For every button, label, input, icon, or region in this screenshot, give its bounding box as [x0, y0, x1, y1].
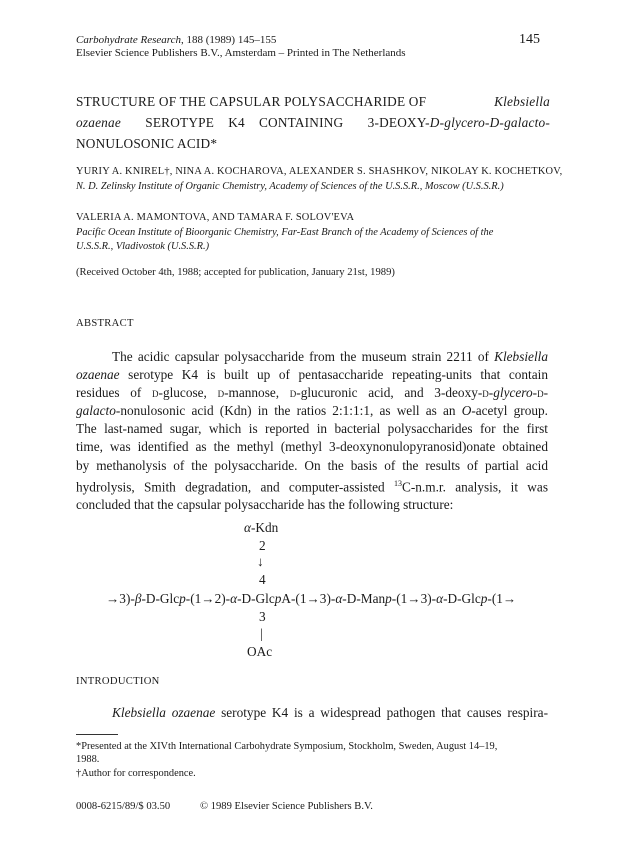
introduction-line: Klebsiella ozaenae serotype K4 is a widespread pathogen that causes respira- — [112, 705, 548, 720]
title-line-3: NONULOSONIC ACID* — [76, 136, 218, 151]
copyright-notice: © 1989 Elsevier Science Publishers B.V. — [200, 801, 373, 812]
main-chain: →3)-β-D-Glcp-(1→2)-α-D-GlcpA-(1→3)-α-D-Manp-(1→3)-α-D-Glcp-(1→ — [106, 591, 517, 606]
authors-group-1: YURIY A. KNIREL†, NINA A. KOCHAROVA, ALEXANDER S. SHASHKOV, NIKOLAY K. KOCHETKOV, — [76, 166, 563, 177]
introduction-text — [76, 704, 548, 722]
linkage-bar: | — [260, 626, 263, 641]
footnote-rule — [76, 734, 118, 735]
title-line-1: STRUCTURE OF THE CAPSULAR POLYSACCHARIDE OF Klebsiella — [76, 94, 550, 109]
linkage-number-3: 3 — [259, 609, 266, 624]
affiliation-1: N. D. Zelinsky Institute of Organic Chemistry, Academy of Sciences of the U.S.S.R., Moscow (U.S.S.R.) — [76, 181, 504, 192]
received-dates: (Received October 4th, 1988; accepted for publication, January 21st, 1989) — [76, 267, 395, 278]
abstract-line: residues of d-glucose, d-mannose, d-glucuronic acid, and 3-deoxy-d-glycero-d- — [76, 385, 548, 401]
page-number: 145 — [519, 32, 540, 47]
article-title — [76, 91, 550, 154]
linkage-arrow-down: ↓ — [257, 554, 264, 569]
linkage-number-2: 2 — [259, 538, 266, 553]
abstract-line: by methanolysis of the polysaccharide. On the basis of the results of partial acid — [76, 457, 548, 473]
affiliation-2-line-1: Pacific Ocean Institute of Bioorganic Chemistry, Far-East Branch of the Academy of Sciences of the — [76, 227, 494, 238]
abstract-line: concluded that the capsular polysaccharide has the following structure: — [76, 497, 454, 513]
publisher-line: Elsevier Science Publishers B.V., Amsterdam – Printed in The Netherlands — [76, 47, 406, 59]
footnote-1-line-2: 1988. — [76, 754, 100, 765]
journal-citation — [76, 34, 276, 47]
abstract-text — [76, 348, 548, 514]
issn-code: 0008-6215/89/$ 03.50 — [76, 801, 171, 812]
footnote-1-line-1: *Presented at the XIVth International Carbohydrate Symposium, Stockholm, Sweden, August 14–19, — [76, 741, 498, 752]
introduction-heading: INTRODUCTION — [76, 676, 160, 687]
title-line-2: ozaenae SEROTYPE K4 CONTAINING 3-DEOXY-D-glycero-D-galacto- — [76, 115, 550, 130]
abstract-line: The last-named sugar, which is reported in bacterial polysaccharides for the first — [76, 421, 548, 437]
footnote-2: †Author for correspondence. — [76, 768, 196, 779]
abstract-line: galacto-nonulosonic acid (Kdn) in the ratios 2:1:1:1, as well as an O-acetyl group. — [76, 403, 548, 419]
abstract-line: ozaenae serotype K4 is built up of pentasaccharide repeating-units that contain — [76, 367, 548, 383]
branch-oac: OAc — [247, 644, 273, 659]
abstract-line: The acidic capsular polysaccharide from the museum strain 2211 of Klebsiella — [112, 349, 548, 364]
authors-group-2: VALERIA A. MAMONTOVA, AND TAMARA F. SOLOV'EVA — [76, 212, 355, 223]
affiliation-2-line-2: U.S.S.R., Vladivostok (U.S.S.R.) — [76, 241, 210, 252]
journal-name: Carbohydrate Research — [76, 34, 181, 46]
abstract-line: time, was identified as the methyl (methyl 3-deoxynonulopyranosid)onate obtained — [76, 439, 548, 455]
volume-pages: , 188 (1989) 145–155 — [181, 34, 277, 46]
linkage-number-4: 4 — [259, 572, 266, 587]
abstract-line: hydrolysis, Smith degradation, and computer-assisted $^{13}$C-n.m.r. analysis, it was — [76, 478, 548, 495]
abstract-heading: ABSTRACT — [76, 318, 134, 329]
branch-kdn: α-Kdn — [244, 520, 279, 535]
